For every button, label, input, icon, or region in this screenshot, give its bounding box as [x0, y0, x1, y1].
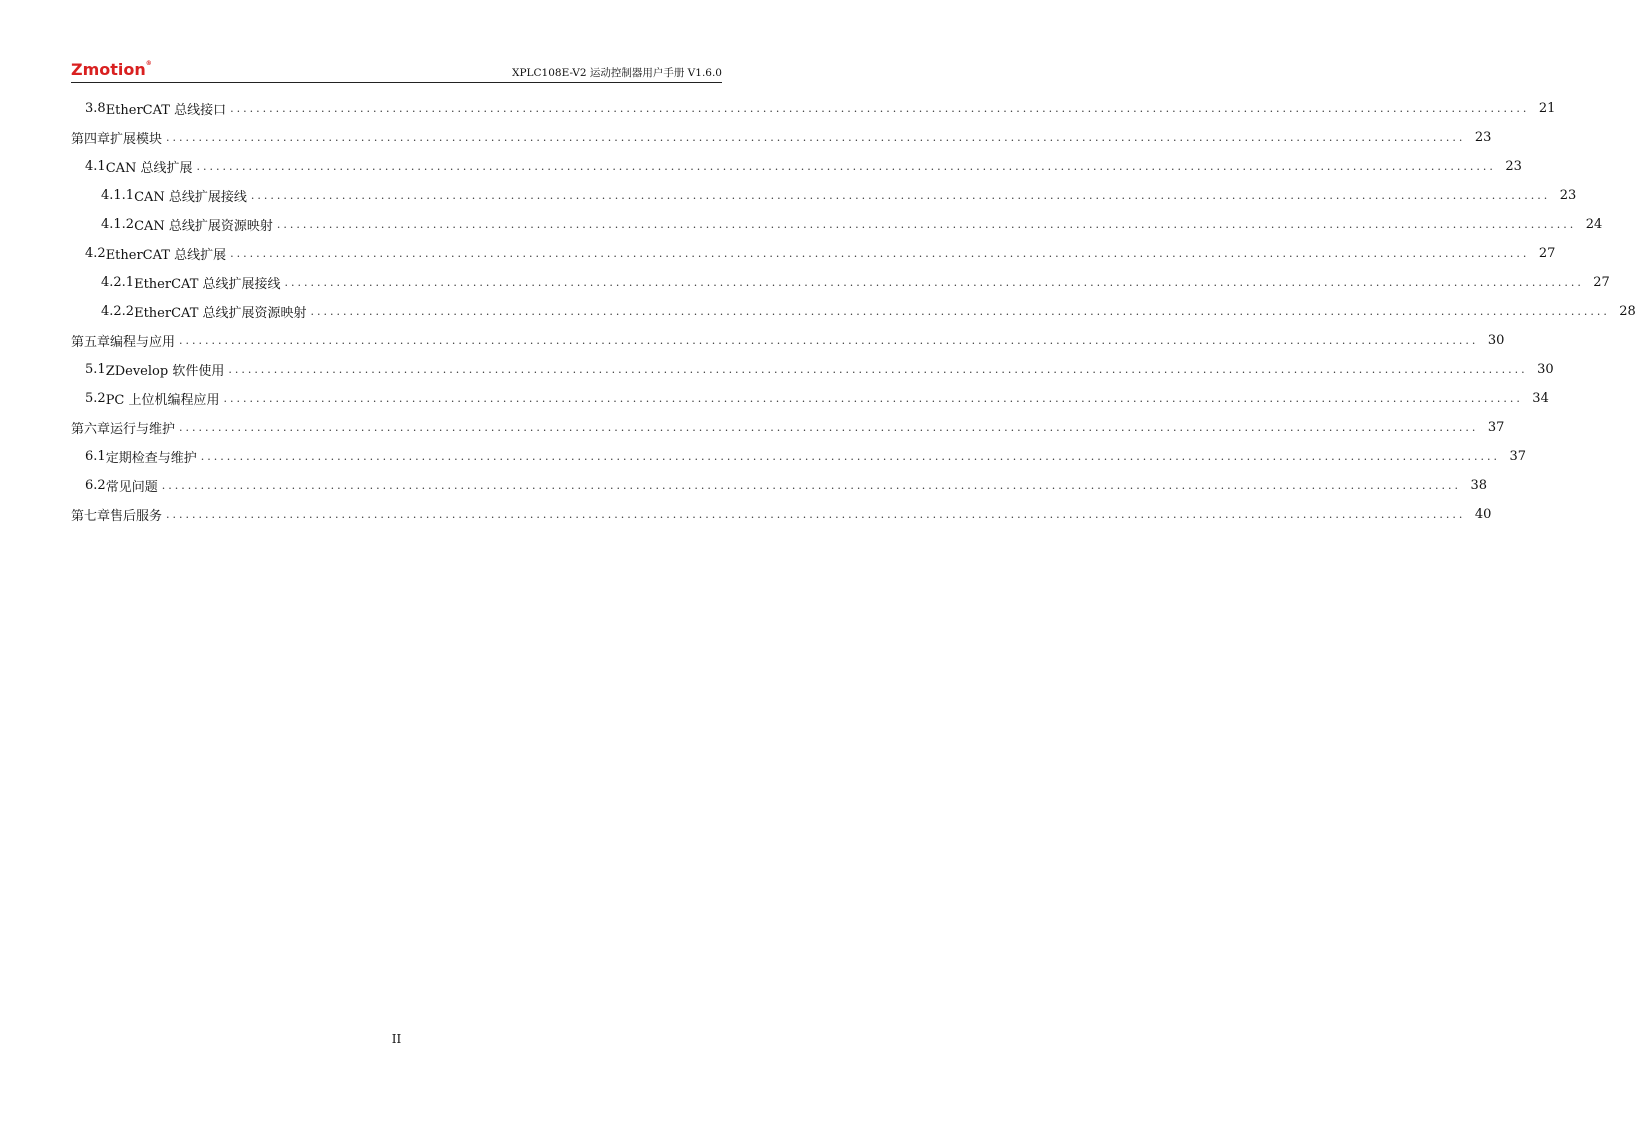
toc-entry-page: 23 [1559, 188, 1577, 203]
toc-entry-title: 扩展模块 [110, 132, 163, 147]
toc-entry-page: 28 [1619, 304, 1636, 319]
toc-entry-number: 5.2 [85, 391, 106, 406]
toc-entry-number: 4.1.2 [101, 217, 135, 232]
toc-entry[interactable] [71, 442, 1527, 471]
toc-entry-title: 运行与维护 [110, 422, 176, 437]
toc-entry-number: 6.2 [85, 478, 106, 493]
toc-leader-dots: ........................................................................................................................................................................................................ [223, 391, 1523, 405]
toc-entry[interactable] [71, 384, 1549, 413]
toc-entry[interactable] [71, 471, 1488, 500]
page-header [71, 60, 722, 82]
toc-entry-title: 定期检查与维护 [105, 451, 197, 466]
toc-leader-dots: ........................................................................................................................................................................................................ [310, 304, 1610, 318]
toc-entry[interactable] [71, 355, 1554, 384]
toc-leader-dots: ........................................................................................................................................................................................................ [200, 449, 1501, 463]
toc-entry-number: 6.1 [85, 449, 106, 464]
header-divider [71, 82, 722, 83]
toc-entry-title: EtherCAT 总线接口 [105, 103, 227, 118]
toc-entry-page: 40 [1474, 507, 1492, 522]
toc-entry-number: 3.8 [85, 101, 106, 116]
toc-entry[interactable] [71, 326, 1505, 355]
toc-entry-number: 4.2 [85, 246, 106, 261]
zmotion-logo [71, 60, 152, 79]
toc-leader-dots: ........................................................................................................................................................................................................ [166, 130, 1466, 144]
toc-entry-page: 30 [1537, 362, 1554, 377]
toc-entry[interactable] [71, 210, 1603, 239]
toc-entry-title: 常见问题 [105, 480, 158, 495]
toc-entry-page: 24 [1585, 217, 1603, 232]
toc-leader-dots: ........................................................................................................................................................................................................ [161, 478, 1462, 492]
toc-entry-title: ZDevelop 软件使用 [105, 364, 225, 379]
toc-entry-page: 23 [1474, 130, 1492, 145]
toc-entry-number: 4.2.1 [101, 275, 135, 290]
toc-entry[interactable] [71, 94, 1556, 123]
toc-entry-page: 27 [1593, 275, 1610, 290]
toc-leader-dots: ........................................................................................................................................................................................................ [196, 159, 1496, 173]
toc-entry-title: CAN 总线扩展资源映射 [134, 219, 273, 234]
toc-entry-number: 第七章 [71, 509, 111, 524]
toc-leader-dots: ........................................................................................................................................................................................................ [230, 101, 1530, 115]
toc-entry-number: 5.1 [85, 362, 106, 377]
toc-entry-page: 37 [1487, 420, 1505, 435]
toc-entry-title: EtherCAT 总线扩展接线 [134, 277, 281, 292]
toc-leader-dots: ........................................................................................................................................................................................................ [276, 217, 1577, 231]
toc-leader-dots: ........................................................................................................................................................................................................ [250, 188, 1551, 202]
toc-entry-page: 37 [1509, 449, 1527, 464]
toc-leader-dots: ........................................................................................................................................................................................................ [284, 275, 1584, 289]
toc-entry-page: 38 [1470, 478, 1488, 493]
toc-leader-dots: ........................................................................................................................................................................................................ [179, 333, 1479, 347]
toc-entry[interactable] [71, 181, 1577, 210]
toc-leader-dots: ........................................................................................................................................................................................................ [228, 362, 1528, 376]
toc-entry-page: 23 [1505, 159, 1522, 174]
toc-entry[interactable] [71, 123, 1492, 152]
toc-leader-dots: ........................................................................................................................................................................................................ [179, 420, 1479, 434]
toc-entry-title: EtherCAT 总线扩展资源映射 [134, 306, 307, 321]
toc-entry[interactable] [71, 239, 1556, 268]
toc-entry-title: PC 上位机编程应用 [105, 393, 220, 408]
toc-entry-title: 售后服务 [110, 509, 163, 524]
toc-leader-dots: ........................................................................................................................................................................................................ [166, 507, 1466, 521]
toc-entry-title: CAN 总线扩展 [105, 161, 193, 176]
logo-text: Zmotion [71, 60, 146, 79]
toc-entry[interactable] [71, 297, 1636, 326]
document-title: XPLC108E-V2 运动控制器用户手册 V1.6.0 [512, 67, 722, 79]
toc-entry-page: 27 [1538, 246, 1556, 261]
toc-entry[interactable] [71, 152, 1522, 181]
toc-entry[interactable] [71, 268, 1610, 297]
toc-entry-number: 第四章 [71, 132, 111, 147]
toc-leader-dots: ........................................................................................................................................................................................................ [230, 246, 1530, 260]
toc-entry-title: EtherCAT 总线扩展 [105, 248, 227, 263]
table-of-contents [71, 94, 1636, 529]
toc-entry[interactable] [71, 413, 1505, 442]
toc-entry-page: 30 [1487, 333, 1505, 348]
toc-entry-title: 编程与应用 [110, 335, 176, 350]
toc-entry-page: 21 [1538, 101, 1556, 116]
toc-entry-number: 4.2.2 [101, 304, 135, 319]
toc-entry-number: 第五章 [71, 335, 111, 350]
toc-entry-number: 4.1 [85, 159, 106, 174]
toc-entry-number: 4.1.1 [101, 188, 135, 203]
toc-entry-number: 第六章 [71, 422, 111, 437]
registered-mark: ® [145, 60, 152, 67]
toc-entry[interactable] [71, 500, 1492, 529]
page-number: II [391, 1032, 402, 1046]
toc-entry-page: 34 [1532, 391, 1549, 406]
toc-entry-title: CAN 总线扩展接线 [134, 190, 247, 205]
